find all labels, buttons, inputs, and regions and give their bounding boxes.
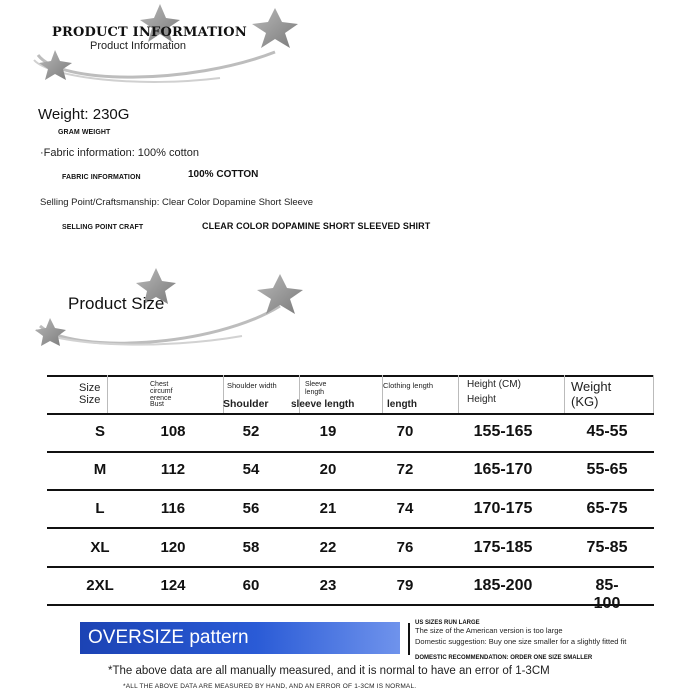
table-cell: XL — [90, 539, 110, 556]
table-cell: 56 — [242, 500, 260, 517]
header-size-bottom: Size — [79, 394, 101, 406]
fabric-label: FABRIC INFORMATION — [62, 174, 141, 181]
table-cell: 120 — [160, 539, 186, 556]
table-column-divider — [458, 375, 459, 413]
header-sleeve-bottom: sleeve length — [291, 399, 355, 410]
table-cell: 21 — [319, 500, 337, 517]
fabric-text: ·Fabric information: 100% cotton — [40, 147, 199, 159]
header-chest-bottom: Bust — [150, 401, 165, 408]
product-size-title: Product Size — [68, 294, 165, 313]
section-subtitle: Product Information — [90, 40, 186, 52]
table-cell: 19 — [319, 423, 337, 440]
table-cell: 165-170 — [473, 461, 533, 478]
header-sleeve-top: Sleeve length — [305, 381, 327, 396]
size-table — [47, 375, 654, 612]
header-size-top: Size — [79, 382, 101, 394]
domestic-suggestion: Domestic suggestion: Buy one size smaller for a slightly fitted fit — [415, 637, 627, 646]
table-cell: 155-165 — [473, 423, 533, 440]
table-cell: 79 — [396, 577, 414, 594]
header-weight-bottom: (KG) — [571, 394, 599, 409]
header-weight-top: Weight — [571, 379, 612, 394]
table-cell: 70 — [396, 423, 414, 440]
table-cell: 22 — [319, 539, 337, 556]
table-rule — [47, 413, 654, 415]
table-cell: 185-200 — [473, 577, 533, 594]
table-column-divider — [564, 375, 565, 413]
table-column-divider — [107, 375, 108, 413]
table-cell: 75-85 — [586, 539, 628, 556]
table-cell: 23 — [319, 577, 337, 594]
header-length-top: Clothing length — [383, 381, 434, 390]
table-cell: 60 — [242, 577, 260, 594]
gram-weight-label: GRAM WEIGHT — [58, 129, 111, 136]
table-cell: 116 — [160, 500, 186, 517]
us-sizes-note: The size of the American version is too large — [415, 626, 563, 635]
table-cell: 74 — [396, 500, 414, 517]
header-height-bottom: Height — [467, 394, 496, 405]
table-rule — [47, 527, 654, 529]
header-shoulder-top: Shoulder width — [227, 381, 277, 390]
star-swoosh-icon — [22, 266, 322, 351]
header-height-top: Height (CM) — [467, 379, 521, 390]
measurement-note-caps: *ALL THE ABOVE DATA ARE MEASURED BY HAND, AND AN ERROR OF 1-3CM IS NORMAL. — [123, 683, 417, 690]
measurement-note: *The above data are all manually measured, and it is normal to have an error of 1-3CM — [108, 665, 550, 677]
table-rule — [47, 489, 654, 491]
table-cell: 45-55 — [586, 423, 628, 440]
table-rule — [47, 604, 654, 606]
header-chest-top: Chest circumf erence — [150, 381, 173, 402]
table-cell: 52 — [242, 423, 260, 440]
table-rule — [47, 566, 654, 568]
selling-point-label: SELLING POINT CRAFT — [62, 224, 144, 231]
table-cell: 55-65 — [586, 461, 628, 478]
table-column-divider — [653, 375, 654, 413]
header-shoulder-bottom: Shoulder — [223, 398, 269, 410]
table-cell: L — [95, 500, 105, 517]
table-cell: 72 — [396, 461, 414, 478]
table-cell: S — [94, 423, 106, 440]
table-cell: 2XL — [86, 577, 114, 594]
table-cell: 170-175 — [473, 500, 533, 517]
fabric-value: 100% COTTON — [188, 169, 259, 180]
table-rule — [47, 375, 654, 377]
table-cell: 20 — [319, 461, 337, 478]
divider — [408, 623, 410, 655]
table-cell: 65-75 — [586, 500, 628, 517]
selling-point-value: CLEAR COLOR DOPAMINE SHORT SLEEVED SHIRT — [202, 221, 431, 231]
weight-text: Weight: 230G — [38, 106, 130, 123]
table-cell: 112 — [160, 461, 186, 478]
domestic-recommendation: DOMESTIC RECOMMENDATION: ORDER ONE SIZE SMALLER — [415, 655, 593, 661]
table-cell: 85-100 — [593, 577, 621, 612]
table-cell: 175-185 — [473, 539, 533, 556]
table-cell: 76 — [396, 539, 414, 556]
selling-point-text: Selling Point/Craftsmanship: Clear Color Dopamine Short Sleeve — [40, 197, 313, 208]
table-cell: 124 — [160, 577, 186, 594]
table-rule — [47, 451, 654, 453]
table-cell: 54 — [242, 461, 260, 478]
table-cell: 108 — [160, 423, 186, 440]
table-cell: M — [93, 461, 107, 478]
section-title: PRODUCT INFORMATION — [52, 25, 247, 40]
oversize-banner: OVERSIZE pattern — [80, 622, 400, 654]
us-sizes-label: US SIZES RUN LARGE — [415, 620, 480, 626]
header-length-bottom: length — [387, 399, 417, 410]
table-cell: 58 — [242, 539, 260, 556]
